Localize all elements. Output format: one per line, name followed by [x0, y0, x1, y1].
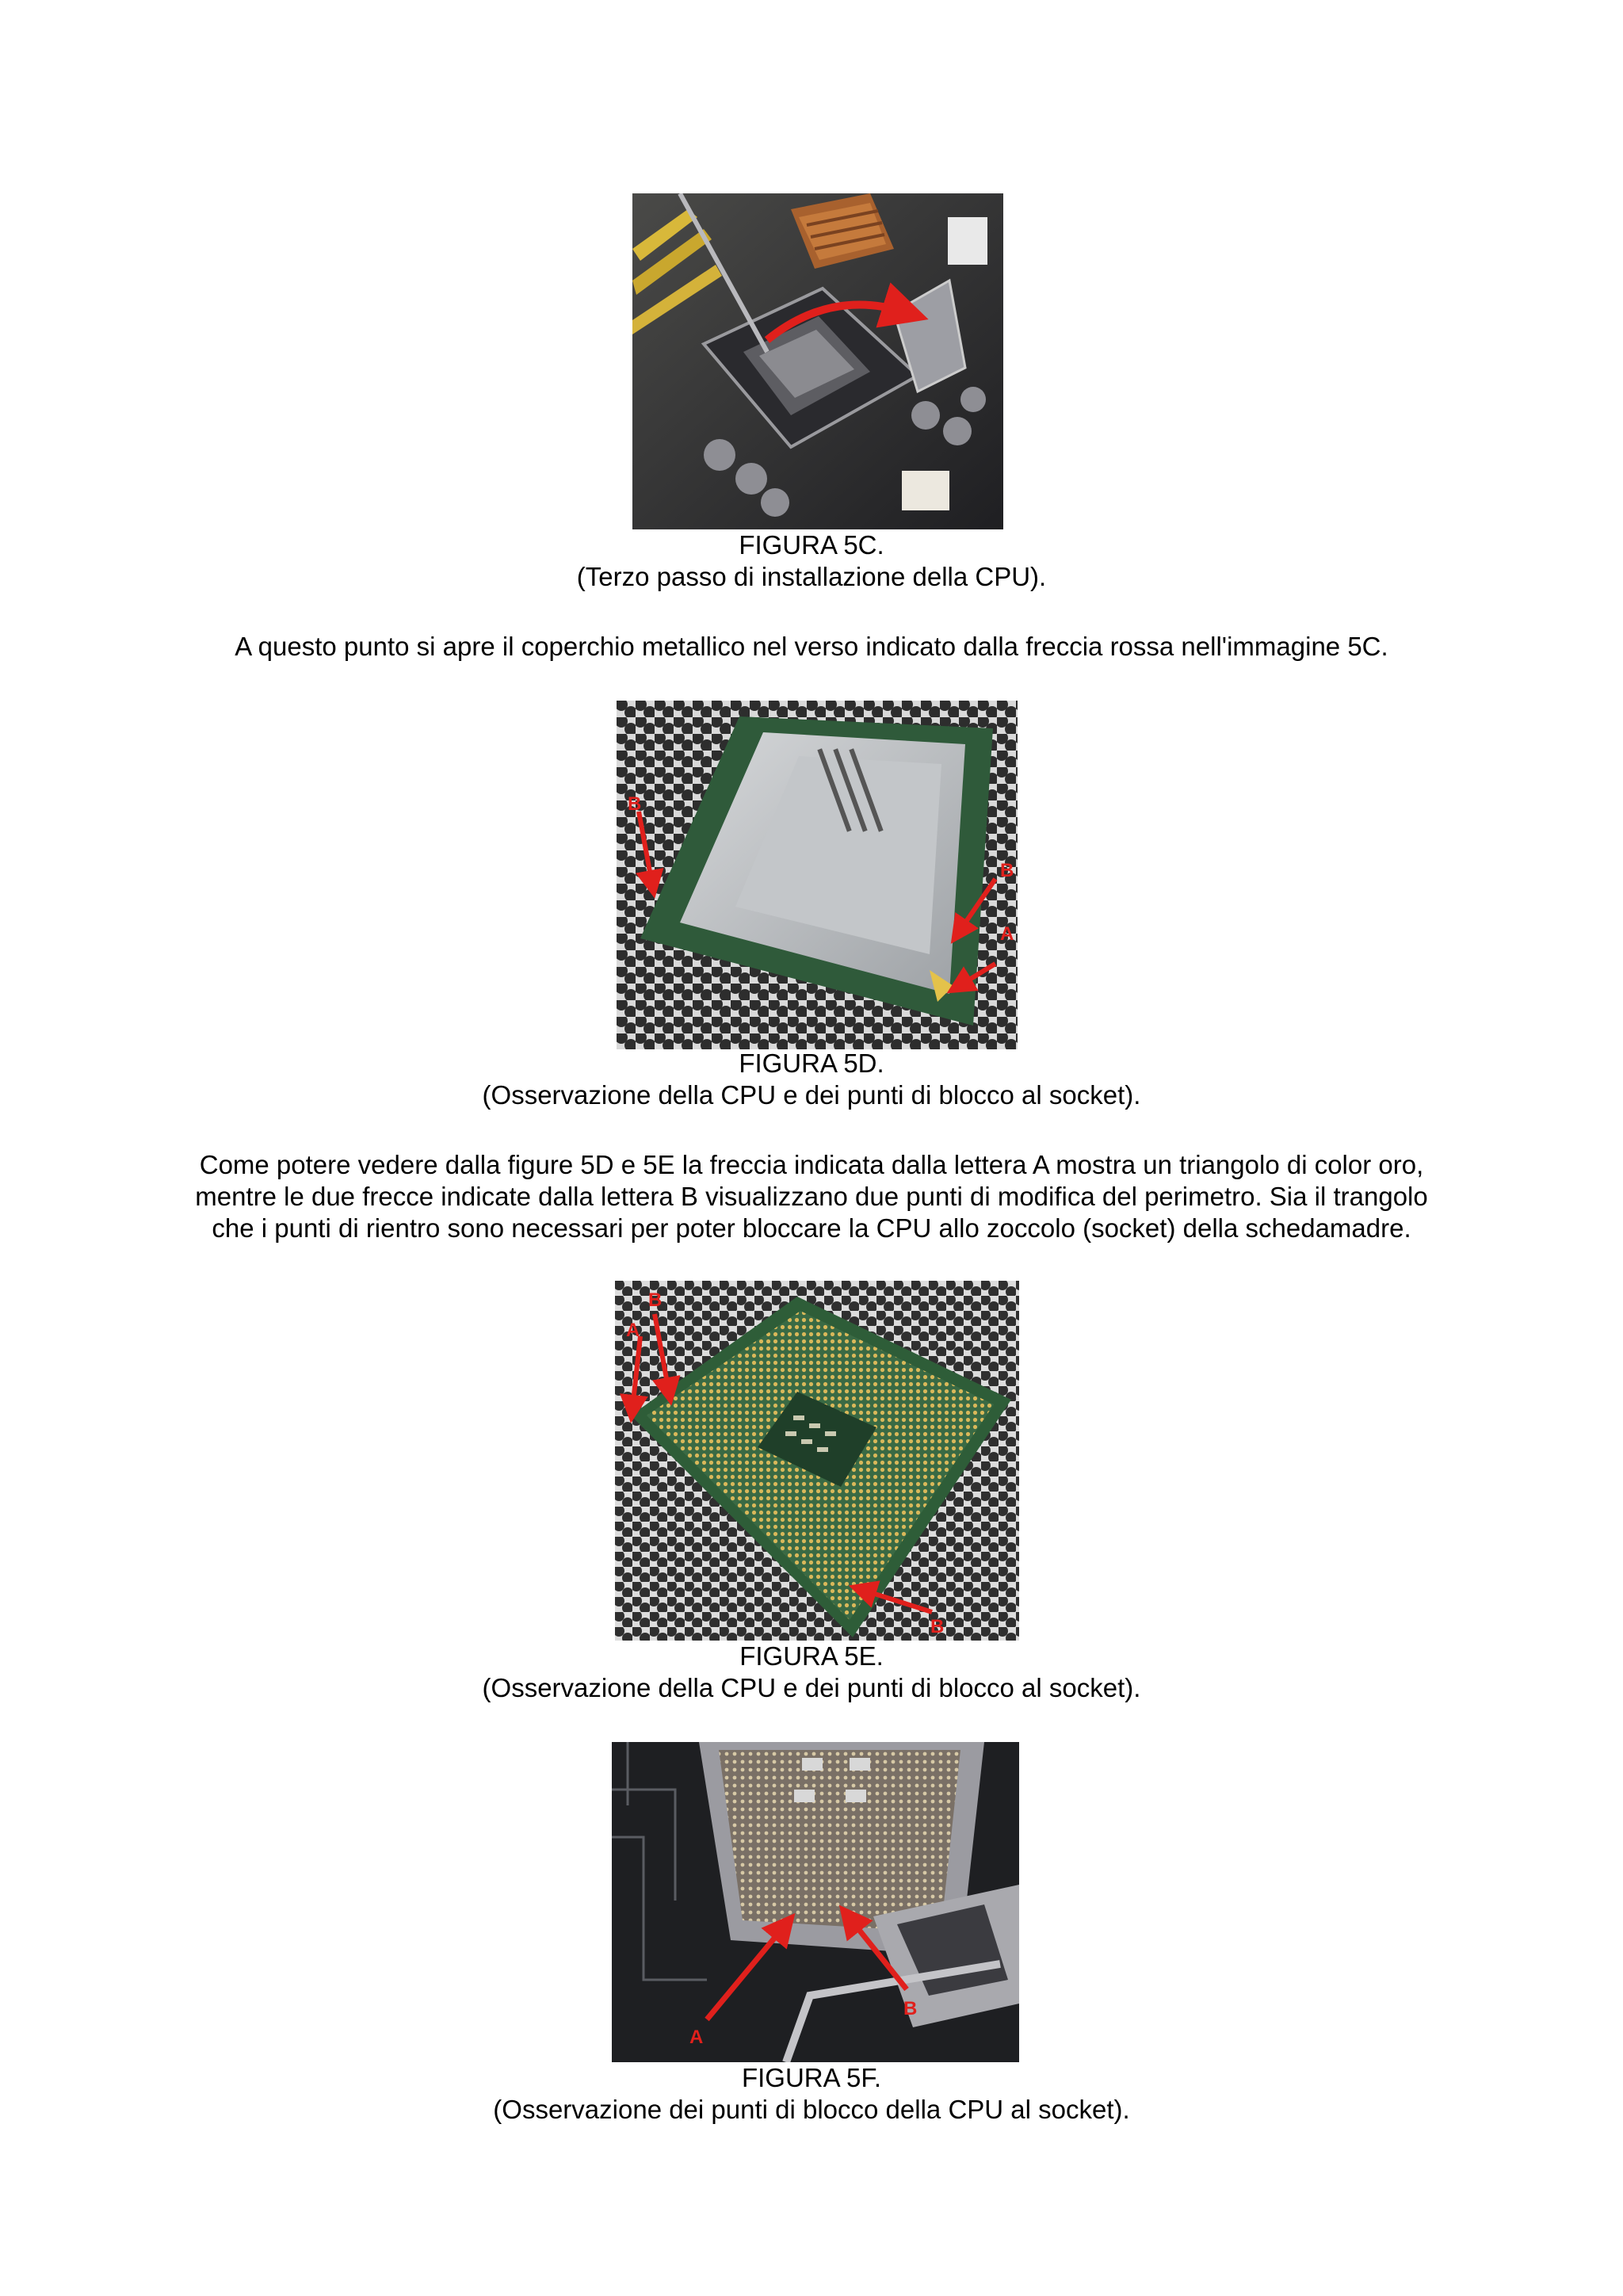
figure-5d-subtitle: (Osservazione della CPU e dei punti di blocco al socket). [482, 1080, 1141, 1110]
figure-5c-title: FIGURA 5C. [739, 530, 884, 560]
figure-5f-title: FIGURA 5F. [741, 2063, 882, 2092]
label-a-right: A [1000, 923, 1014, 945]
label-b-left: B [628, 793, 642, 815]
cpu-bottom-view-photo [615, 1281, 1019, 1641]
label-b-top: B [648, 1289, 663, 1311]
figure-5e-title: FIGURA 5E. [739, 1641, 884, 1671]
motherboard-socket-photo [632, 193, 1003, 529]
paragraph-line-2: mentre le due frecce indicate dalla lettera B visualizzano due punti di modifica del perimetro. Sia il trangolo [195, 1182, 1428, 1211]
paragraph-line-1: Come potere vedere dalla figure 5D e 5E la freccia indicata dalla lettera A mostra un triangolo di color oro, [199, 1150, 1424, 1179]
socket-lock-points-photo [612, 1742, 1019, 2062]
label-b-right: B [1000, 860, 1014, 881]
figure-5d-title: FIGURA 5D. [739, 1049, 884, 1078]
figure-5c-subtitle: (Terzo passo di installazione della CPU). [576, 562, 1047, 591]
label-b-bottom: B [930, 1616, 945, 1637]
figure-5d-image [617, 701, 1018, 1049]
figure-5f-image [612, 1742, 1019, 2062]
paragraph-line-3: che i punti di rientro sono necessari per poter bloccare la CPU allo zoccolo (socket) della schedamadre. [212, 1213, 1411, 1243]
paragraph-open-lid: A questo punto si apre il coperchio metallico nel verso indicato dalla freccia rossa nell'immagine 5C. [235, 632, 1388, 661]
figure-5e-image [615, 1281, 1019, 1641]
figure-5e-subtitle: (Osservazione della CPU e dei punti di blocco al socket). [482, 1673, 1141, 1702]
label-a: A [689, 2027, 704, 2048]
figure-5f-subtitle: (Osservazione dei punti di blocco della CPU al socket). [493, 2095, 1130, 2124]
label-b: B [903, 1998, 918, 2019]
cpu-top-view-photo [617, 701, 1018, 1049]
label-a: A [626, 1320, 640, 1341]
figure-5c-image [632, 193, 1003, 529]
